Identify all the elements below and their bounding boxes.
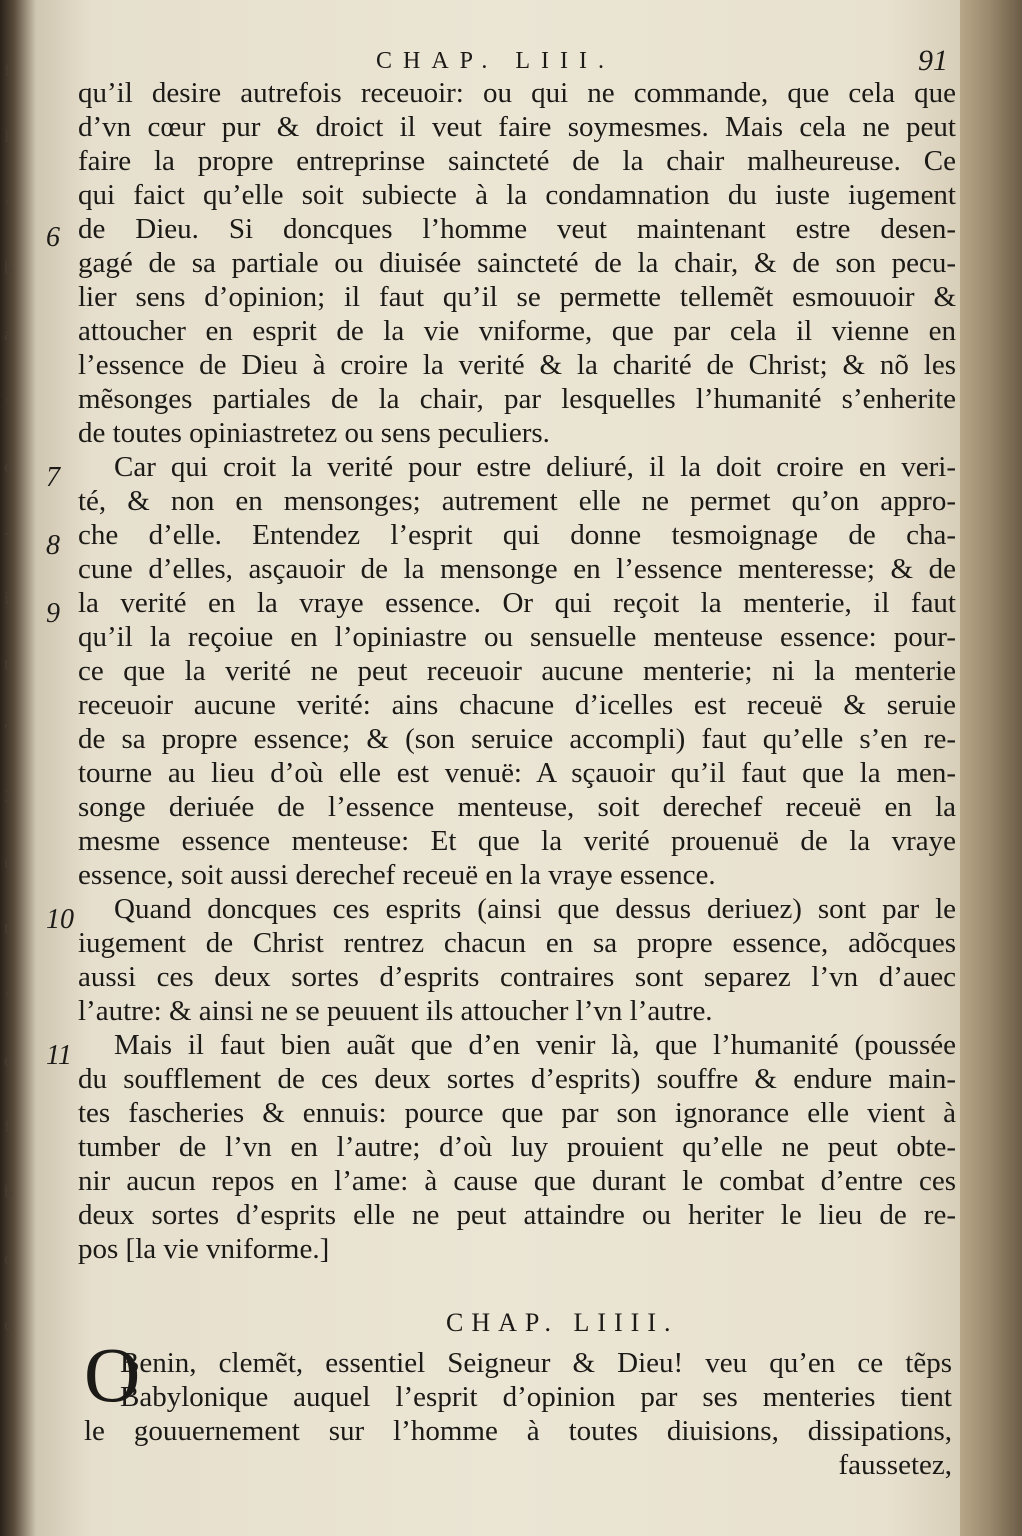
text-line: l’autre: & ainsi ne se peuuent ils attoucher l’vn l’autre. xyxy=(78,995,713,1027)
text-line: de toutes opiniastretez ou sens peculiers. xyxy=(78,417,550,449)
drop-cap: O xyxy=(84,1331,141,1418)
text-line: tourne au lieu d’où elle est venuë: A sçauoir qu’il faut que la men- xyxy=(78,757,956,789)
running-header: CHAP. LIII. xyxy=(376,48,615,74)
text-line: essence, soit aussi derechef receuë en la vraye essence. xyxy=(78,859,716,891)
text-line: gagé de sa partiale ou diuisée saincteté de la chair, & de son pecu- xyxy=(78,247,956,279)
verse-number: 8 xyxy=(46,530,60,561)
text-line: l’essence de Dieu à croire la verité & la charité de Christ; & nõ les xyxy=(78,349,956,381)
text-line: faire la propre entreprinse saincteté de la chair malheureuse. Ce xyxy=(78,145,956,177)
text-line: songe deriuée de l’essence menteuse, soit derechef receuë en la xyxy=(78,791,956,823)
verse-number: 7 xyxy=(46,462,60,493)
text-line: té, & non en mensonges; autrement elle ne permet qu’on appro- xyxy=(78,485,956,517)
text-line: mesme essence menteuse: Et que la verité prouenuë de la vraye xyxy=(78,825,956,857)
verse-number: 6 xyxy=(46,222,60,253)
text-line: la verité en la vraye essence. Or qui reçoit la menterie, il faut xyxy=(78,587,956,619)
chapter-opening-text xyxy=(84,1346,952,1482)
facing-page-gutter xyxy=(0,0,36,1536)
text-line: pos [la vie vniforme.] xyxy=(78,1233,330,1265)
verse-number: 9 xyxy=(46,598,60,629)
text-line: tumber de l’vn en l’autre; d’où luy prouient qu’elle ne peut obte- xyxy=(78,1131,956,1163)
catchword: faussetez, xyxy=(838,1449,952,1481)
page-number: 91 xyxy=(918,44,948,77)
body-text xyxy=(78,76,956,1266)
text-line: Car qui croit la verité pour estre deliuré, il la doit croire en veri- xyxy=(114,451,956,483)
text-line: attoucher en esprit de la vie vniforme, que par cela il vienne en xyxy=(78,315,956,347)
text-line: d’vn cœur pur & droict il veut faire soymesmes. Mais cela ne peut xyxy=(78,111,956,143)
book-page xyxy=(36,0,960,1536)
chapter-heading: CHAP. LIIII. xyxy=(446,1308,679,1337)
text-line: ce que la verité ne peut receuoir aucune menterie; ni la menterie xyxy=(78,655,956,687)
text-line: le gouuernement sur l’homme à toutes diuisions, dissipations, xyxy=(84,1415,952,1447)
gutter-bleed-marks: f l · b a · e - i t ' 3 u t · e f b c d xyxy=(4,60,13,1334)
text-line: Babylonique auquel l’esprit d’opinion par ses menteries tient xyxy=(120,1381,952,1413)
text-line: Benin, clemẽt, essentiel Seigneur & Dieu! veu qu’en ce tẽps xyxy=(120,1347,952,1379)
text-line: de Dieu. Si doncques l’homme veut maintenant estre desen- xyxy=(78,213,956,245)
verse-number: 10 xyxy=(46,904,74,935)
text-line: Mais il faut bien auãt que d’en venir là, que l’humanité (poussée xyxy=(114,1029,956,1061)
text-line: cune d’elles, asçauoir de la mensonge en l’essence menteresse; & de xyxy=(78,553,956,585)
text-line: receuoir aucune verité: ains chacune d’icelles est receuë & seruie xyxy=(78,689,956,721)
text-line: qu’il la reçoiue en l’opiniastre ou sensuelle menteuse essence: pour- xyxy=(78,621,956,653)
text-line: nir aucun repos en l’ame: à cause que durant le combat d’entre ces xyxy=(78,1165,956,1197)
text-line: qu’il desire autrefois receuoir: ou qui ne commande, que cela que xyxy=(78,77,956,109)
text-line: mẽsonges partiales de la chair, par lesquelles l’humanité s’enherite xyxy=(78,383,956,415)
text-line: qui faict qu’elle soit subiecte à la condamnation du iuste iugement xyxy=(78,179,956,211)
verse-number: 11 xyxy=(46,1040,72,1071)
text-line: iugement de Christ rentrez chacun en sa propre essence, adõcques xyxy=(78,927,956,959)
text-line: deux sortes d’esprits elle ne peut attaindre ou heriter le lieu de re- xyxy=(78,1199,956,1231)
text-line: de sa propre essence; & (son seruice accompli) faut qu’elle s’en re- xyxy=(78,723,956,755)
text-line: lier sens d’opinion; il faut qu’il se permette tellemẽt esmouuoir & xyxy=(78,281,956,313)
text-line: tes fascheries & ennuis: pource que par son ignorance elle vient à xyxy=(78,1097,956,1129)
text-line: aussi ces deux sortes d’esprits contraires sont separez l’vn d’auec xyxy=(78,961,956,993)
text-line: du soufflement de ces deux sortes d’esprits) souffre & endure main- xyxy=(78,1063,956,1095)
text-line: Quand doncques ces esprits (ainsi que dessus deriuez) sont par le xyxy=(114,893,956,925)
text-line: che d’elle. Entendez l’esprit qui donne tesmoignage de cha- xyxy=(78,519,956,551)
page-edge xyxy=(960,0,1022,1536)
